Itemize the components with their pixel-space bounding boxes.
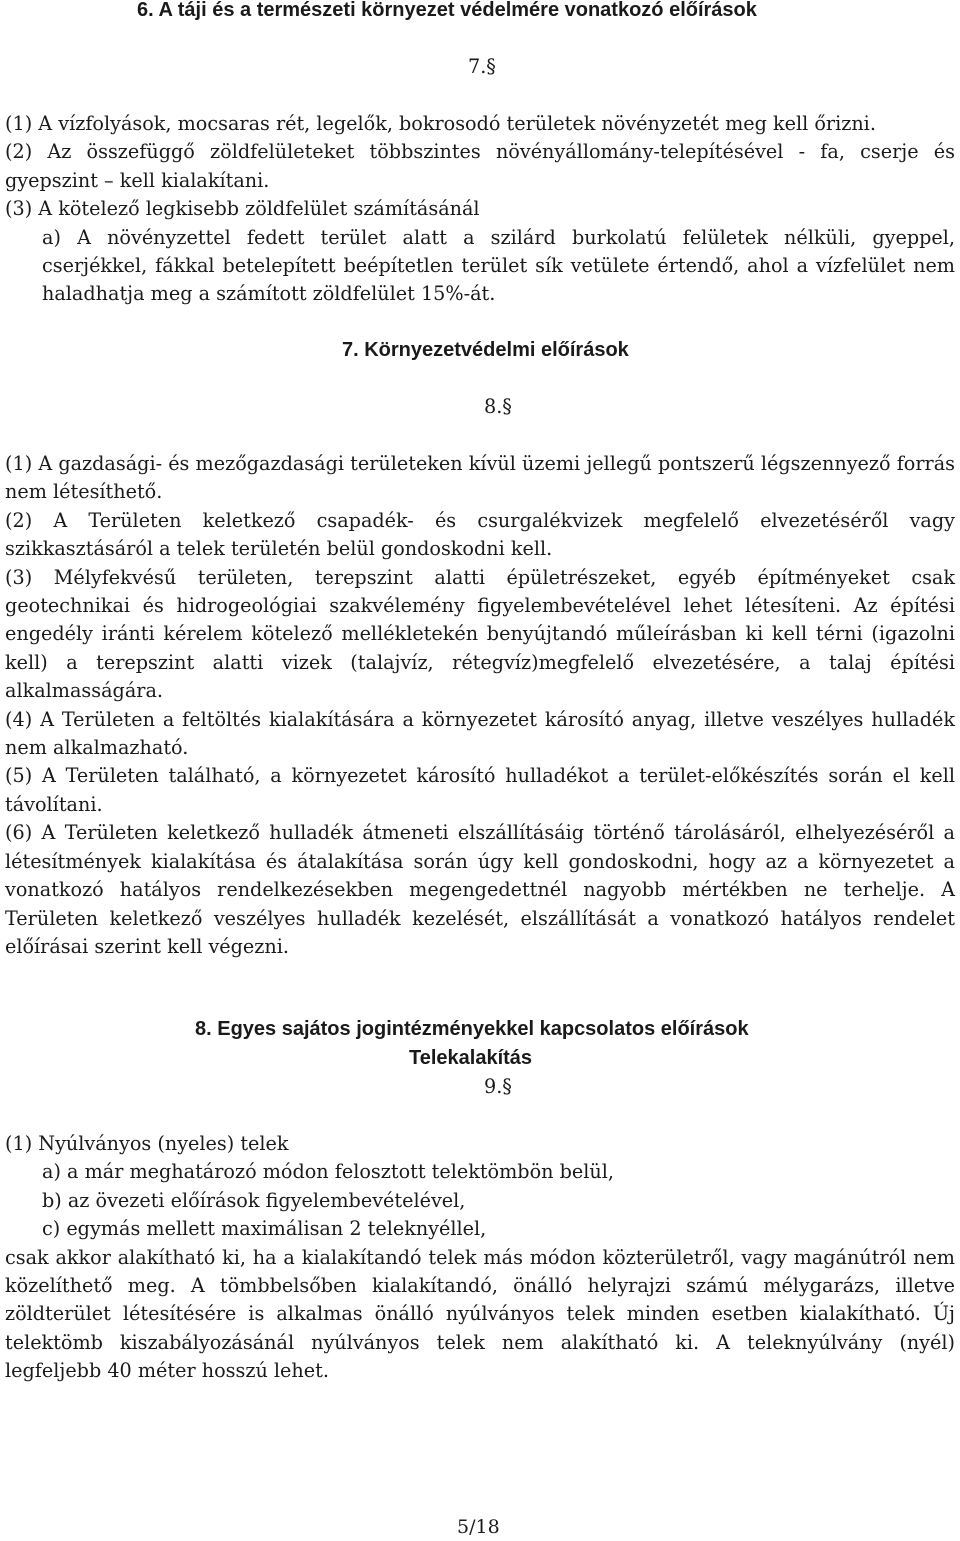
section-heading-8: 8. Egyes sajátos jogintézményekkel kapcsolatos előírások bbox=[195, 1018, 749, 1040]
section6-item-1: (1) A vízfolyások, mocsaras rét, legelők, bokrosodó területek növényzetét meg kell őrizni. bbox=[5, 112, 876, 135]
section8-closing: csak akkor alakítható ki, ha a kialakítandó telek más módon közterületről, vagy magánútról nem közelíthető meg. A tömbbelsőben kialakítandó, önálló helyrajzi számú mélygarázs, illetve zöldterület létesítésére is alkalmas önálló nyúlványos telek minden esetben kialakítható. Új telektömb kiszabályozásánál nyúlványos telek nem alakítható ki. A teleknyúlvány (nyél) legfeljebb 40 méter hosszú lehet. bbox=[5, 1245, 955, 1383]
section-heading-7: 7. Környezetvédelmi előírások bbox=[342, 339, 629, 361]
section8-subitem-b: b) az övezeti előírások figyelembevételével, bbox=[42, 1188, 466, 1212]
section6-item-2: (2) Az összefüggő zöldfelületeket többszintes növényállomány-telepítésével - fa, cserje és gyepszint – kell kialakítani. bbox=[5, 140, 955, 192]
section7-item-4: (4) A Területen a feltöltés kialakítására a környezetet károsító anyag, illetve veszélyes hulladék nem alkalmazható. bbox=[5, 707, 955, 760]
section8-subitem-c: c) egymás mellett maximálisan 2 teleknyéllel, bbox=[42, 1217, 487, 1241]
section7-item-6: (6) A Területen keletkező hulladék átmeneti elszállításáig történő tárolásáról, elhelyezéséről a létesítmények kialakítása és átalakítása során úgy kell gondoskodni, hogy az a környezetet a vonatkozó hatályos rendelkezésekben megengedettnél nagyobb mértékben ne terhelje. A Területen keletkező veszélyes hulladék kezelését, elszállítását a vonatkozó hatályos rendelet előírásai szerint kell végezni. bbox=[5, 821, 955, 958]
section6-body bbox=[5, 110, 955, 309]
section8-body bbox=[5, 1130, 955, 1386]
paragraph-number-9: 9.§ bbox=[484, 1075, 512, 1098]
section6-item-3: (3) A kötelező legkisebb zöldfelület számításánál bbox=[5, 197, 480, 221]
section7-item-3: (3) Mélyfekvésű területen, terepszint alatti épületrészeket, egyéb építményeket csak geotechnikai és hidrogeológiai szakvélemény figyelembevételével lehet létesíteni. Az építési engedély iránti kérelem kötelező mellékletekén benyújtandó műleírásban ki kell térni (igazolni kell) a terepszint alatti vizek (talajvíz, rétegvíz)megfelelő elvezetésére, a talaj építési alkalmasságára. bbox=[5, 565, 955, 703]
paragraph-number-8: 8.§ bbox=[484, 395, 512, 418]
section7-item-2: (2) A Területen keletkező csapadék- és csurgalékvizek megfelelő elvezetéséről vagy szikkasztásáról a telek területén belül gondoskodni kell. bbox=[5, 508, 955, 561]
section7-item-5: (5) A Területen található, a környezetet károsító hulladékot a terület-előkészítés során el kell távolítani. bbox=[5, 764, 955, 816]
section8-subitem-a: a) a már meghatározó módon felosztott telektömbön belül, bbox=[42, 1160, 614, 1184]
section6-subitem-a: a) A növényzettel fedett terület alatt a szilárd burkolatú felületek nélküli, gyeppel, cserjékkel, fákkal betelepített beépítetlen terület sík vetülete értendő, ahol a vízfelület nem haladhatja meg a számított zöldfelület 15%-át. bbox=[42, 225, 955, 306]
paragraph-number-7: 7.§ bbox=[468, 55, 496, 78]
section8-item-1: (1) Nyúlványos (nyeles) telek bbox=[5, 1132, 289, 1155]
page-number: 5/18 bbox=[457, 1516, 500, 1538]
section7-body bbox=[5, 450, 955, 961]
section7-item-1: (1) A gazdasági- és mezőgazdasági területeken kívül üzemi jellegű pontszerű légszennyező forrás nem létesíthető. bbox=[5, 452, 955, 504]
section-heading-6: 6. A táji és a természeti környezet védelmére vonatkozó előírások bbox=[137, 0, 757, 21]
subheading-telekalakitas: Telekalakítás bbox=[409, 1047, 533, 1069]
